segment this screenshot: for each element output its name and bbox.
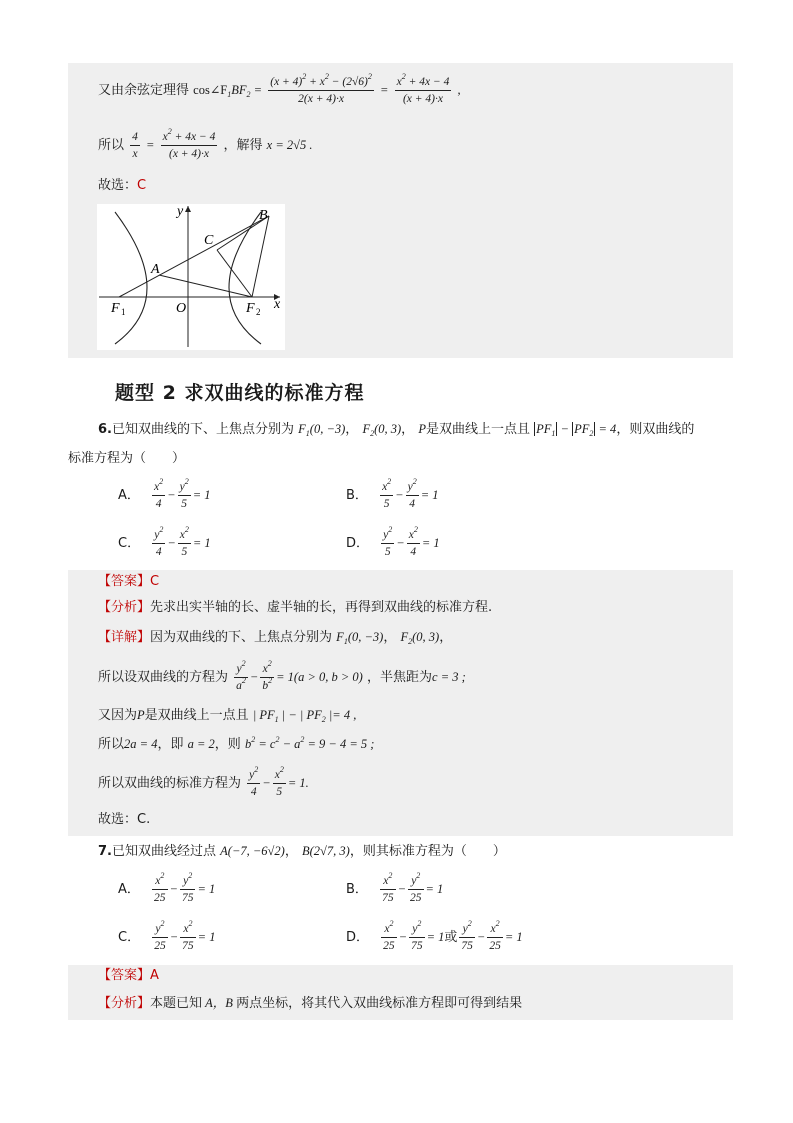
cosine-fraction-2: $\frac{x^2 + 4x - 4}{(x + 4)\cdot x}$ (396, 72, 450, 105)
q6-detail-5: 所以双曲线的标准方程为 $\frac{y^2}{4}$ − $\frac{x^2}{5}$ = 1. (98, 765, 309, 798)
hyperbola-figure (97, 204, 285, 350)
q7-answer: 【答案】A (98, 968, 159, 983)
q6-detail-1: 【详解】因为双曲线的下、上焦点分别为 $F_1(0$, −3)， $F_2(0$, 3)， (98, 630, 453, 646)
solve-line: 所以 $\frac{4}{x}$ = $\frac{x^2 + 4x - 4}{(x + 4)\cdot x}$ ，解得 x = 2√5 . (98, 127, 313, 160)
label-F1: F (111, 301, 120, 316)
q6-analysis: 【分析】先求出实半轴的长、虚半轴的长，再得到双曲线的标准方程. (98, 600, 493, 615)
svg-text:1: 1 (121, 307, 126, 317)
q7-option-c[interactable]: C． $\frac{y^2}{25}$ − $\frac{x^2}{75}$ = 1 (118, 919, 216, 952)
q6-choice: 故选：C. (98, 812, 151, 827)
choice-line-q5: 故选：C (98, 178, 147, 193)
label-B: B (259, 208, 268, 223)
label-A: A (151, 262, 160, 277)
q6-option-d[interactable]: D． $\frac{y^2}{5}$ − $\frac{x^2}{4}$ = 1 (346, 525, 440, 558)
label-C: C (204, 233, 214, 248)
cosine-fraction-1: $\frac{(x + 4)^2 + x^2 - (2√6)^2}{2(x + 4)\cdot x}$ (270, 72, 372, 105)
label-F2: F (246, 301, 255, 316)
q7-option-a[interactable]: A． $\frac{x^2}{25}$ − $\frac{y^2}{75}$ = 1 (118, 871, 216, 904)
q6-detail-3: 又因为P是双曲线上一点且 | $PF_1$ | − | $PF_2$ |= 4 , (98, 708, 357, 724)
q6-option-c[interactable]: C． $\frac{y^2}{4}$ − $\frac{x^2}{5}$ = 1 (118, 525, 211, 558)
q7-analysis: 【分析】本题已知 A，B 两点坐标，将其代入双曲线标准方程即可得到结果 (98, 996, 523, 1011)
q6-option-b[interactable]: B． $\frac{x^2}{5}$ − $\frac{y^2}{4}$ = 1 (346, 477, 439, 510)
q7-option-d[interactable]: D． $\frac{x^2}{25}$ − $\frac{y^2}{75}$ = 1或 $\frac{y^2}{75}$ − $\frac{x^2}{25}$ = 1 (346, 919, 523, 952)
cosine-law-line: 又由余弦定理得 $\cos\angle F_1BF_2$ = $\frac{(x + 4)^2 + x^2 - (2√6)^2}{2(x + 4)\cdot x}$ = $\frac{x^2 + 4x - 4}{(x + 4)\cdot x}$ , (98, 72, 461, 105)
q6-option-a[interactable]: A． $\frac{x^2}{4}$ − $\frac{y^2}{5}$ = 1 (118, 477, 211, 510)
section-title: 题型 2 求双曲线的标准方程 (115, 382, 365, 404)
svg-text:2: 2 (256, 307, 261, 317)
label-y: y (177, 204, 184, 219)
q6-stem: 6.已知双曲线的下、上焦点分别为 $F_1(0$, −3)， $F_2(0$, 3)， P是双曲线上一点且 $PF_1 - PF_2 = 4$，则双曲线的 (98, 422, 695, 438)
q6-answer: 【答案】C (98, 574, 160, 589)
q7-option-b[interactable]: B． $\frac{x^2}{75}$ − $\frac{y^2}{25}$ = 1 (346, 871, 444, 904)
q6-stem-line2: 标准方程为（ ） (68, 451, 186, 466)
label-x: x (274, 297, 281, 312)
label-O: O (176, 301, 187, 316)
q6-detail-2: 所以设双曲线的方程为 $\frac{y^2}{a^2}$ − $\frac{x^2}{b^2}$ = 1(a > 0, b > 0) ，半焦距为c = 3 ; (98, 659, 466, 692)
q6-detail-4: 所以2a = 4，即 a = 2，则 $b^2 = c^2 - a^2 = 9 - 4 = 5$ ; (98, 735, 375, 752)
q7-stem: 7.已知双曲线经过点 A(−7, −6√2)， B(2√7, 3)，则其标准方程为（ ） (98, 844, 506, 859)
